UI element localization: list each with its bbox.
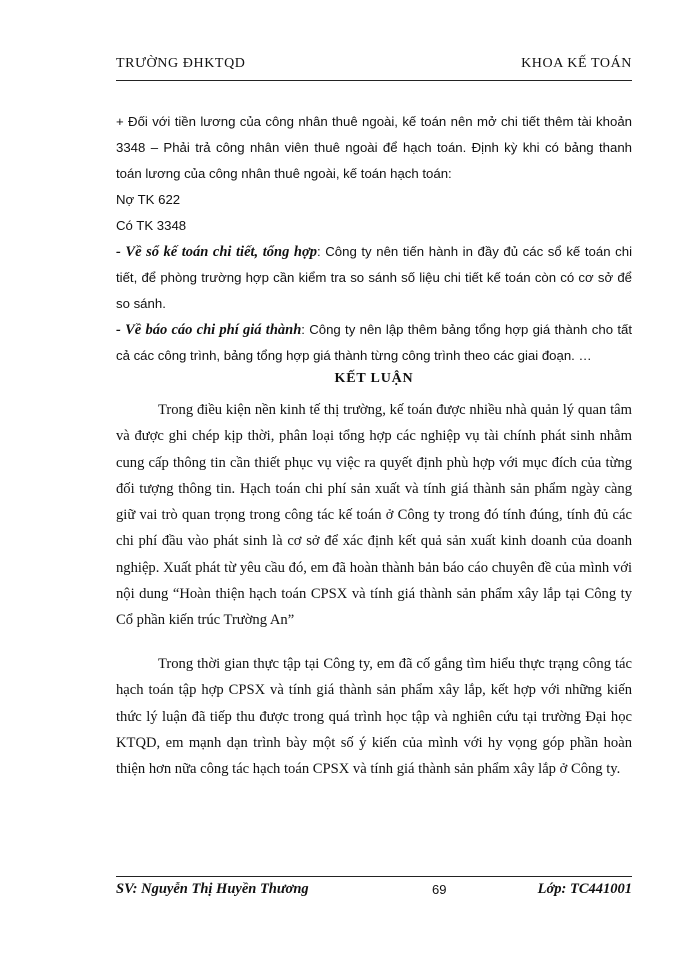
debit-entry: Nợ TK 622: [116, 192, 181, 207]
footer-class: Lớp: TC441001: [537, 881, 632, 897]
paragraph-cost-report-title: - Về báo cáo chi phí giá thành: [116, 322, 302, 338]
page-header: [116, 52, 632, 76]
header-faculty: KHOA KẾ TOÁN: [521, 56, 632, 71]
conclusion-paragraph-2: [116, 651, 632, 782]
paragraph-outsourced-wages: + Đối với tiền lương của công nhân thuê ngoài, kế toán nên mở chi tiết thêm tài khoản 3348 – Phải trả công nhân viên thuê ngoài để hạch toán. Định kỳ khi có bảng thanh toán lương của công nhân thuê ngoài, kế toán hạch toán:: [116, 114, 632, 181]
paragraph-ledger-books-text: : Công ty nên tiến hành in đầy đủ các sổ kế toán chi tiết, để phòng trường hợp cần kiểm tra so sánh số liệu chi tiết kế toán còn có cơ sở để so sánh.: [116, 244, 632, 311]
paragraph-ledger-books-title: - Về sổ kế toán chi tiết, tổng hợp: [116, 244, 317, 260]
credit-entry: Có TK 3348: [116, 218, 187, 233]
footer-student-name: SV: Nguyễn Thị Huyền Thương: [116, 881, 309, 897]
paragraph-cost-report-text: : Công ty nên lập thêm bảng tổng hợp giá thành cho tất cả các công trình, bảng tổng hợp giá thành từng công trình theo các giai đoạn. …: [116, 322, 632, 363]
paragraph-cost-report: [116, 317, 632, 369]
paragraph-ledger-books: [116, 239, 632, 317]
page-footer: [116, 881, 632, 905]
page-number: 69: [432, 882, 447, 897]
conclusion-heading: KẾT LUẬN: [334, 371, 414, 386]
conclusion-paragraph-1: [116, 397, 632, 634]
footer-rule: [116, 876, 632, 877]
header-rule: [116, 80, 632, 81]
header-university: TRƯỜNG ĐHKTQD: [116, 56, 246, 71]
conclusion-paragraph-1-text: Trong điều kiện nền kinh tế thị trường, kế toán được nhiều nhà quản lý quan tâm và được ghi chép kịp thời, phân loại tổng hợp các nghiệp vụ tài chính phát sinh nhằm cung cấp thông tin cần thiết phục vụ việc ra quyết định phù hợp với mục đích của từng đối tượng thông tin. Hạch toán chi phí sản xuất và tính giá thành sản phẩm ngày càng giữ vai trò quan trọng trong công tác kế toán ở Công ty trong đó tính đúng, tính đủ các chi phí đầu vào phát sinh là cơ sở để xác định kết quả sản xuất kinh doanh của doanh nghiệp. Xuất phát từ yêu cầu đó, em đã hoàn thành bản báo cáo chuyên đề của mình với nội dung “Hoàn thiện hạch toán CPSX và tính giá thành sản phẩm xây lắp tại Công ty Cổ phần kiến trúc Trường An”: [116, 402, 632, 629]
conclusion-paragraph-2-text: Trong thời gian thực tập tại Công ty, em đã cố gắng tìm hiểu thực trạng công tác hạch toán tập hợp CPSX và tính giá thành sản phẩm xây lắp, kết hợp với những kiến thức lý luận đã tiếp thu được trong quá trình học tập và nghiên cứu tại trường Đại học KTQD, em mạnh dạn trình bày một số ý kiến của mình với hy vọng góp phần hoàn thiện hơn nữa công tác hạch toán CPSX và tính giá thành sản phẩm xây lắp ở Công ty.: [116, 656, 632, 778]
